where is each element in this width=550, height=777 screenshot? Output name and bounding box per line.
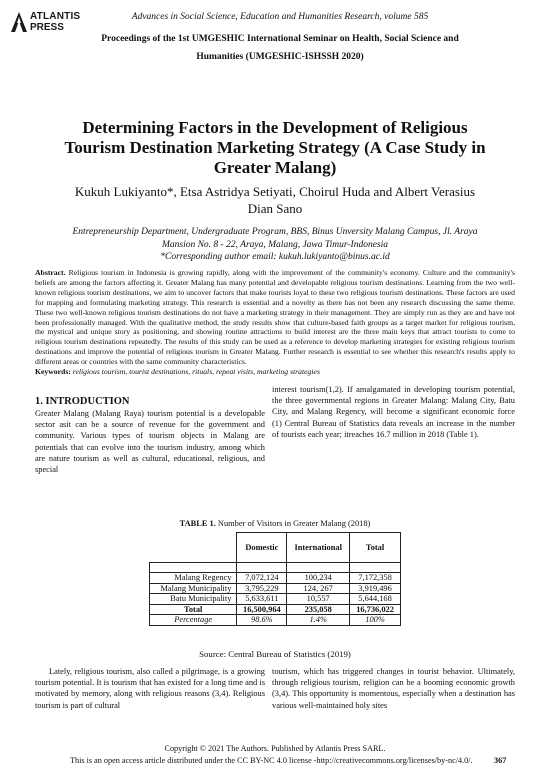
percentage-domestic: 98.6% [237,615,287,626]
affiliation [50,226,500,264]
abstract-label: Abstract. [35,268,66,277]
total-total: 16,736,022 [350,604,401,615]
percentage-international: 1.4% [287,615,350,626]
table-corner-cell [150,533,237,563]
cell-domestic: 7,072,124 [237,573,287,584]
table-percentage-row [150,615,401,626]
table-row [150,583,401,594]
abstract-text: Religious tourism in Indonesia is growing rapidly, along with the improvement of the community's economy. Culture and the community's beliefs are among the factors affecting it. Greater Malang has many potential and developable religious tourism destinations. Learning from the two well-known religious tourism destinations, we aim to uncover factors that make tourists loyal to these two religious tourism destinations. These factors are used for mapping and formulating marketing strategy. This research is essential and a novelty as there has not been any research discussing the same theme. These two well-known religious tourism destinations do not have a marketing strategy in their management. They are simply run as they are and have not been professionally managed. With the qualitative method, the study results show that culture-based faith groups as a target market for religious tourism, the mystical and unique story as positioning, and showing routine attractions to build interest are the three main keys that attract tourists to come to religious tourism destinations repeatedly. The results of this study can be used as a reference to develop marketing strategies for existing religious tourism destinations and improve the potential of religious tourism in Greater Malang. Further research is essential to see whether this research's results apply to different areas or countries with the same community characteristics. [35,268,515,367]
table-row [150,573,401,584]
row-label: Malang Regency [150,573,237,584]
cell-total: 5,644,168 [350,594,401,605]
table-source: Source: Central Bureau of Statistics (2019) [199,649,351,659]
footer-license: This is an open access article distributed under the CC BY-NC 4.0 license -http://creativecommons.org/licenses/by-nc/4.0/. [70,756,473,765]
title-line3: Greater Malang) [213,158,337,177]
column-header-international: International [287,533,350,563]
cell-international: 124, 267 [287,583,350,594]
table-spacer-row [150,563,401,573]
authors-line2: Dian Sano [247,201,303,216]
keywords-label: Keywords: [35,367,71,376]
cell-total: 7,172,358 [350,573,401,584]
table-total-row [150,604,401,615]
intro-right-text: interest tourism(1,2). If amalgamated in developing tourism potential, the three governmental regions in Greater Malang: Malang City, Batu City, and Malang Regency, will become a significant economic force (1) Central Bureau of Statistics data reveals an increase in the number of tourists each year; itreaches 16.7 million in 2018 (Table 1). [272,385,515,439]
keywords [35,367,515,376]
table-caption [0,519,550,528]
publisher-name-line1: ATLANTIS [30,11,81,22]
spacer-cell [237,563,287,573]
table-header-row [150,533,401,563]
publisher-logo [10,10,80,36]
cell-total: 3,919,496 [350,583,401,594]
row-label: Malang Municipality [150,583,237,594]
column-header-domestic: Domestic [237,533,287,563]
intro-left-text: Greater Malang (Malang Raya) tourism potential is a developable sector asit can be a source of revenue for the government and community. Various types of tourism objects in Malang are potentials that can evolve into the tourism industry, among which are nature tourism as well as cultural, educational, religious, and special [35,409,265,475]
keywords-text: religious tourism, tourist destinations, rituals, repeat visits, marketing strategies [72,367,320,376]
body-left-text: Lately, religious tourism, also called a pilgrimage, is a growing tourism potential. It is tourism that has existed for a long time and is motivated by memory, along with religious reasons (3,4). Religious tourism is part of cultural [35,667,265,710]
proceedings-line1: Proceedings of the 1st UMGESHIC International Seminar on Health, Social Science and [101,34,459,44]
affiliation-line2: Mansion No. 8 - 22, Araya, Malang, Jawa Timur-Indonesia [161,239,389,250]
proceedings-header [80,30,480,66]
series-header: Advances in Social Science, Education and Humanities Research, volume 585 [131,12,429,22]
spacer-cell [350,563,401,573]
visitors-table [149,532,401,626]
body-right-text: tourism, which has triggered changes in tourist behavior. Ultimately, through religious tourism, religion can be a booming economic growth (3,4). This opportunity is momentous, especially when a destination has various well-maintained holy sites [272,667,515,710]
spacer-cell [287,563,350,573]
table-row [150,594,401,605]
abstract [35,268,515,367]
percentage-total: 100% [350,615,401,626]
total-domestic: 16,500,964 [237,604,287,615]
spacer-cell [150,563,237,573]
affiliation-line1: Entrepreneurship Department, Undergraduate Program, BBS, Binus Unversity Malang Campus, Jl. Araya [72,227,478,237]
authors-line1: Kukuh Lukiyanto*, Etsa Astridya Setiyati, Choirul Huda and Albert Verasius [74,184,476,199]
footer-copyright: Copyright © 2021 The Authors. Published by Atlantis Press SARL. [164,744,386,753]
proceedings-line2: Humanities (UMGESHIC-ISHSSH 2020) [196,52,364,62]
cell-international: 10,557 [287,594,350,605]
atlantis-logo-icon [10,11,28,33]
column-header-total: Total [350,533,401,563]
cell-domestic: 3,795,229 [237,583,287,594]
total-label: Total [150,604,237,615]
percentage-label: Percentage [150,615,237,626]
section-heading-introduction: 1. INTRODUCTION [35,396,130,407]
cell-domestic: 5,633,611 [237,594,287,605]
title-line2: Tourism Destination Marketing Strategy (A Case Study in [64,138,486,157]
table-caption-label: TABLE 1. [179,519,216,528]
page-number: 367 [494,756,507,765]
corresponding-author: *Corresponding author email: kukuh.lukiyanto@binus.ac.id [160,252,390,262]
publisher-name-line2: PRESS [30,22,64,33]
paper-title [40,118,510,178]
authors [50,183,500,217]
title-line1: Determining Factors in the Development of Religious [82,118,468,137]
table-caption-text: Number of Visitors in Greater Malang (2018) [217,519,371,528]
cell-international: 100,234 [287,573,350,584]
total-international: 235,058 [287,604,350,615]
row-label: Batu Municipality [150,594,237,605]
